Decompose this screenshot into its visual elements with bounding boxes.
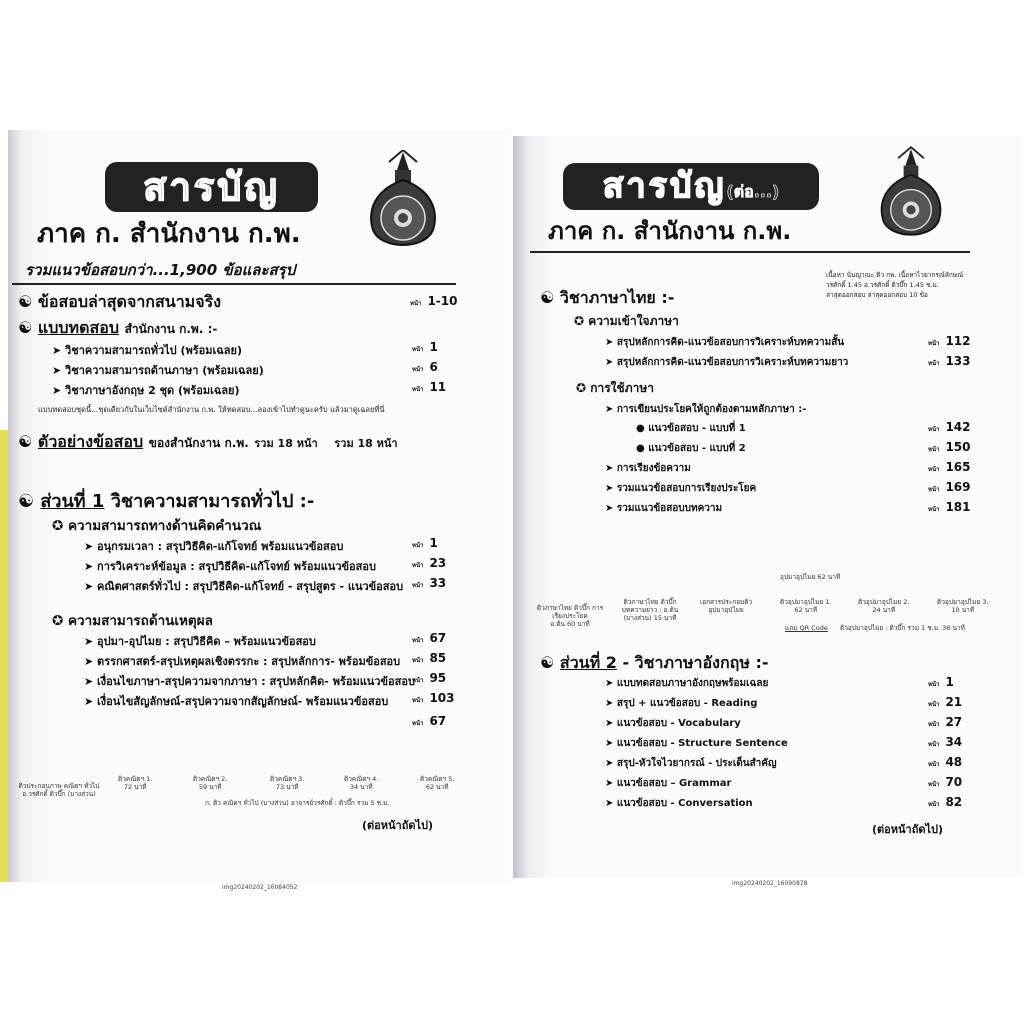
toc-item[interactable]: ➤ สรุป + แนวข้อสอบ - Reading <box>605 698 758 709</box>
toc-item[interactable]: ➤ วิชาความสามารถด้านภาษา (พร้อมเฉลย) <box>52 364 264 377</box>
arrow-bullet-icon: ➤ <box>84 695 98 708</box>
image-caption: img20240202_16090878 <box>732 880 808 887</box>
arrow-bullet-icon: ➤ <box>84 675 98 688</box>
star-circle-icon: ✪ <box>52 518 69 534</box>
toc-banner: รวมแนวข้อสอบกว่า...1,900 ข้อและสรุป <box>25 261 296 279</box>
page-number: หน้า 133 <box>928 354 971 368</box>
arrow-bullet-icon: ➤ <box>84 580 98 593</box>
arrow-bullet-icon: ➤ <box>52 344 66 357</box>
arrow-bullet-icon: ➤ <box>605 483 617 494</box>
yin-yang-icon: ☯ <box>540 653 560 672</box>
page-number: หน้า 48 <box>928 755 963 769</box>
arrow-bullet-icon: ➤ <box>84 655 98 668</box>
arrow-bullet-icon: ➤ <box>605 758 617 769</box>
toc-item[interactable]: ➤ สรุปหลักการคิด-แนวข้อสอบการวิเคราะห์บทความสั้น <box>605 337 845 348</box>
video-summary: ก. ติว คณิตฯ ทั่วไป (บางส่วน) อาจารย์วรศักดิ์ : ติวบึ๊ก รวม 5 ช.ม. <box>205 799 390 807</box>
toc-item[interactable]: ➤ แนวข้อสอบ - Conversation <box>605 798 753 809</box>
thai-section[interactable]: ☯ วิชาภาษาไทย :- <box>540 288 675 307</box>
page-number: หน้า 1 <box>412 340 438 354</box>
usage-subsection[interactable]: ✪ การใช้ภาษา <box>576 381 654 395</box>
toc-title-box <box>105 162 318 212</box>
yin-yang-icon: ☯ <box>18 432 38 451</box>
ocsc-emblem-logo <box>365 150 441 256</box>
yin-yang-icon: ☯ <box>18 318 38 337</box>
video-clip[interactable]: ติวอุปมาอุปไมย 1. 62 นาที <box>780 598 832 614</box>
toc-item[interactable]: ➤ วิชาความสามารถทั่วไป (พร้อมเฉลย) <box>52 344 242 357</box>
video-clip[interactable]: ติวคณิตฯ 2. 59 นาที <box>193 775 228 791</box>
page-number: หน้า 150 <box>928 440 971 454</box>
arrow-bullet-icon: ➤ <box>605 738 617 749</box>
toc-item[interactable]: ➤ การวิเคราะห์ข้อมูล : สรุปวิธีคิด-แก้โจทย์ พร้อมแนวข้อสอบ <box>84 560 376 573</box>
page-number: หน้า 67 <box>412 631 447 645</box>
page-number: หน้า 165 <box>928 460 971 474</box>
video-clip[interactable]: ติวภาษาไทย ติวบึ๊ก การเรียงประโยค อ.ต้น 60 นาที <box>536 604 604 628</box>
page-number: หน้า 103 <box>412 691 455 705</box>
arrow-bullet-icon: ➤ <box>605 698 617 709</box>
yin-yang-icon: ☯ <box>18 292 38 311</box>
video-clip[interactable]: ติวภาษาไทย ติวบึ๊ก บทความยาว : อ.ต้น (บางส่วน) 15 นาที <box>621 598 679 622</box>
toc-subitem[interactable]: ● แนวข้อสอบ - แบบที่ 1 <box>636 423 746 434</box>
toc-item[interactable]: ➤ วิชาภาษาอังกฤษ 2 ชุด (พร้อมเฉลย) <box>52 384 240 397</box>
calc-subsection[interactable]: ✪ ความสามารถทางด้านคิดคำนวณ <box>52 518 262 534</box>
toc-item[interactable]: ➤ การเขียนประโยคให้ถูกต้องตามหลักภาษา :- <box>605 404 807 415</box>
arrow-bullet-icon: ➤ <box>84 540 98 553</box>
video-clip[interactable]: ติวคณิตฯ 1. 72 นาที <box>118 775 153 791</box>
arrow-bullet-icon: ➤ <box>605 404 617 415</box>
video-clip[interactable]: ติวอุปมาอุปไมย 3. 10 นาที <box>937 598 989 614</box>
tests-note: แบบทดสอบชุดนี้...ชุดเดียวกับในเว็บไซต์สำนักงาน ก.พ. ให้ทดสอบ...ลองเข้าไปทำดูนะครับ แล้วมาดูเฉลยที่นี่ <box>38 405 385 414</box>
toc-item[interactable]: ➤ แบบทดสอบภาษาอังกฤษพร้อมเฉลย <box>605 678 769 689</box>
toc-item[interactable]: ➤ อุปมา-อุปไมย : สรุปวิธีคิด – พร้อมแนวข้อสอบ <box>84 635 316 648</box>
arrow-bullet-icon: ➤ <box>605 463 617 474</box>
page-number: หน้า 95 <box>412 671 447 685</box>
drop-icon: ● <box>636 443 649 454</box>
star-circle-icon: ✪ <box>576 381 591 395</box>
divider <box>12 283 456 285</box>
arrow-bullet-icon: ➤ <box>52 384 66 397</box>
reason-subsection[interactable]: ✪ ความสามารถด้านเหตุผล <box>52 613 213 629</box>
video-clip[interactable]: ติวคณิตฯ 3. 73 นาที <box>270 775 305 791</box>
page-number: หน้า 82 <box>928 795 963 809</box>
page-number: หน้า 1 <box>412 536 438 550</box>
arrow-bullet-icon: ➤ <box>84 635 98 648</box>
toc-item[interactable]: ➤ การเรียงข้อความ <box>605 463 691 474</box>
arrow-bullet-icon: ➤ <box>605 778 617 789</box>
video-intro: ติวประกอบภาพ คณิตฯ ทั่วไป อ.วรศักดิ์ ติวบึ๊ก (บางส่วน) <box>18 782 100 798</box>
toc-item[interactable]: ➤ ตรรกศาสตร์-สรุปเหตุผลเชิงตรรกะ : สรุปหลักการ- พร้อมข้อสอบ <box>84 655 401 668</box>
page-number: หน้า 23 <box>412 556 447 570</box>
toc-subitem[interactable]: ● แนวข้อสอบ - แบบที่ 2 <box>636 443 746 454</box>
video-clip[interactable]: ติวคณิตฯ 4. 34 นาที <box>344 775 379 791</box>
toc-item[interactable]: ➤ เงื่อนไขสัญลักษณ์-สรุปความจากสัญลักษณ์- พร้อมแนวข้อสอบ <box>84 695 389 708</box>
page-number: หน้า 181 <box>928 500 971 514</box>
tests-section[interactable]: ☯ แบบทดสอบ สำนักงาน ก.พ. :- <box>18 318 218 337</box>
continued-label: (ต่อหน้าถัดไป) <box>362 819 434 832</box>
page-number: หน้า 1-10 <box>410 294 458 308</box>
page-number: หน้า 11 <box>412 380 447 394</box>
tutor-note: เนื้อหา นั่นญาณะ ติว กพ. เนื้อหาไวยากรณ์ลักษณ์ วรศักดิ์ 1.45 อ.วรศักดิ์ ติวบึ๊ก 1.45 ช.ม. ล่าสุดออกสอบ ล่าสุดออกสอบ 10 ข้อ <box>826 271 964 299</box>
video-clip[interactable]: ติวคณิตฯ 5. 62 นาที <box>420 775 455 791</box>
page-number: หน้า 33 <box>412 576 447 590</box>
ocsc-emblem-logo <box>876 143 946 249</box>
page-number: หน้า 21 <box>928 695 963 709</box>
page-number: หน้า 112 <box>928 334 971 348</box>
toc-title: สารบัญ <box>143 165 280 209</box>
toc-subtitle: ภาค ก. สำนักงาน ก.พ. <box>548 217 792 245</box>
toc-title-box: สารบัญ(ต่อ...) <box>563 163 819 210</box>
video-note: อุปมาอุปไมย 62 นาที <box>780 573 841 581</box>
yin-yang-icon: ☯ <box>18 491 41 512</box>
arrow-bullet-icon: ➤ <box>52 364 66 377</box>
toc-item[interactable]: ➤ สรุป-หัวใจไวยากรณ์ - ประเด็นสำคัญ <box>605 758 777 769</box>
comprehension-subsection[interactable]: ✪ ความเข้าใจภาษา <box>574 314 679 328</box>
toc-item[interactable]: ➤ รวมแนวข้อสอบบทความ <box>605 503 723 514</box>
page-number: หน้า 70 <box>928 775 963 789</box>
toc-item[interactable]: ➤ อนุกรมเวลา : สรุปวิธีคิด-แก้โจทย์ พร้อมแนวข้อสอบ <box>84 540 344 553</box>
latest-exam-section[interactable]: ☯ ข้อสอบล่าสุดจากสนามจริง <box>18 292 222 311</box>
page-number: หน้า 67 <box>412 714 447 728</box>
yin-yang-icon: ☯ <box>540 288 560 307</box>
part1-section[interactable]: ☯ ส่วนที่ 1 วิชาความสามารถทั่วไป :- <box>18 491 315 512</box>
page-number: หน้า 27 <box>928 715 963 729</box>
drop-icon: ● <box>636 423 649 434</box>
image-caption: img20240202_16084052 <box>222 884 298 891</box>
toc-item[interactable]: ➤ คณิตศาสตร์ทั่วไป : สรุปวิธีคิด-แก้โจทย์ - สรุปสูตร - แนวข้อสอบ <box>84 580 404 593</box>
toc-item[interactable]: ➤ แนวข้อสอบ - Structure Sentence <box>605 738 788 749</box>
star-circle-icon: ✪ <box>574 314 589 328</box>
divider <box>530 251 970 253</box>
sample-section[interactable]: ☯ ตัวอย่างข้อสอบ ของสำนักงาน ก.พ. รวม 18 หน้า รวม 18 หน้า <box>18 432 398 451</box>
arrow-bullet-icon: ➤ <box>605 503 617 514</box>
qr-code-link[interactable]: แถม QR Code <box>785 624 828 632</box>
arrow-bullet-icon: ➤ <box>605 337 617 348</box>
arrow-bullet-icon: ➤ <box>605 718 617 729</box>
toc-item[interactable]: ➤ แนวข้อสอบ – Grammar <box>605 778 732 789</box>
page-number: หน้า 142 <box>928 420 971 434</box>
page-number: หน้า 169 <box>928 480 971 494</box>
arrow-bullet-icon: ➤ <box>84 560 98 573</box>
page-number: หน้า 6 <box>412 360 438 374</box>
toc-item[interactable]: ➤ สรุปหลักการคิด-แนวข้อสอบการวิเคราะห์บทความยาว <box>605 357 849 368</box>
continued-label: (ต่อหน้าถัดไป) <box>872 823 944 836</box>
video-summary: ติวอุปมาอุปไมย : ติวบึ๊ก รวม 1 ช.ม. 36 นาที <box>840 624 965 632</box>
toc-item[interactable]: ➤ แนวข้อสอบ - Vocabulary <box>605 718 741 729</box>
part2-section[interactable]: ☯ ส่วนที่ 2 - วิชาภาษาอังกฤษ :- <box>540 653 769 672</box>
arrow-bullet-icon: ➤ <box>605 357 617 368</box>
video-clip[interactable]: ติวอุปมาอุปไมย 2. 24 นาที <box>858 598 910 614</box>
page-number: หน้า 85 <box>412 651 447 665</box>
star-circle-icon: ✪ <box>52 613 69 629</box>
arrow-bullet-icon: ➤ <box>605 678 617 689</box>
toc-subtitle: ภาค ก. สำนักงาน ก.พ. <box>37 219 301 249</box>
page-number: หน้า 34 <box>928 735 963 749</box>
video-clip[interactable]: เอกสารประกอบติว อุปมาอุปไมย <box>700 598 753 614</box>
arrow-bullet-icon: ➤ <box>605 798 617 809</box>
toc-item[interactable]: ➤ รวมแนวข้อสอบการเรียงประโยค <box>605 483 757 494</box>
toc-item[interactable]: ➤ เงื่อนไขภาษา-สรุปความจากภาษา : สรุปหลักคิด- พร้อมแนวข้อสอบ <box>84 675 415 688</box>
page-number: หน้า 1 <box>928 675 954 689</box>
